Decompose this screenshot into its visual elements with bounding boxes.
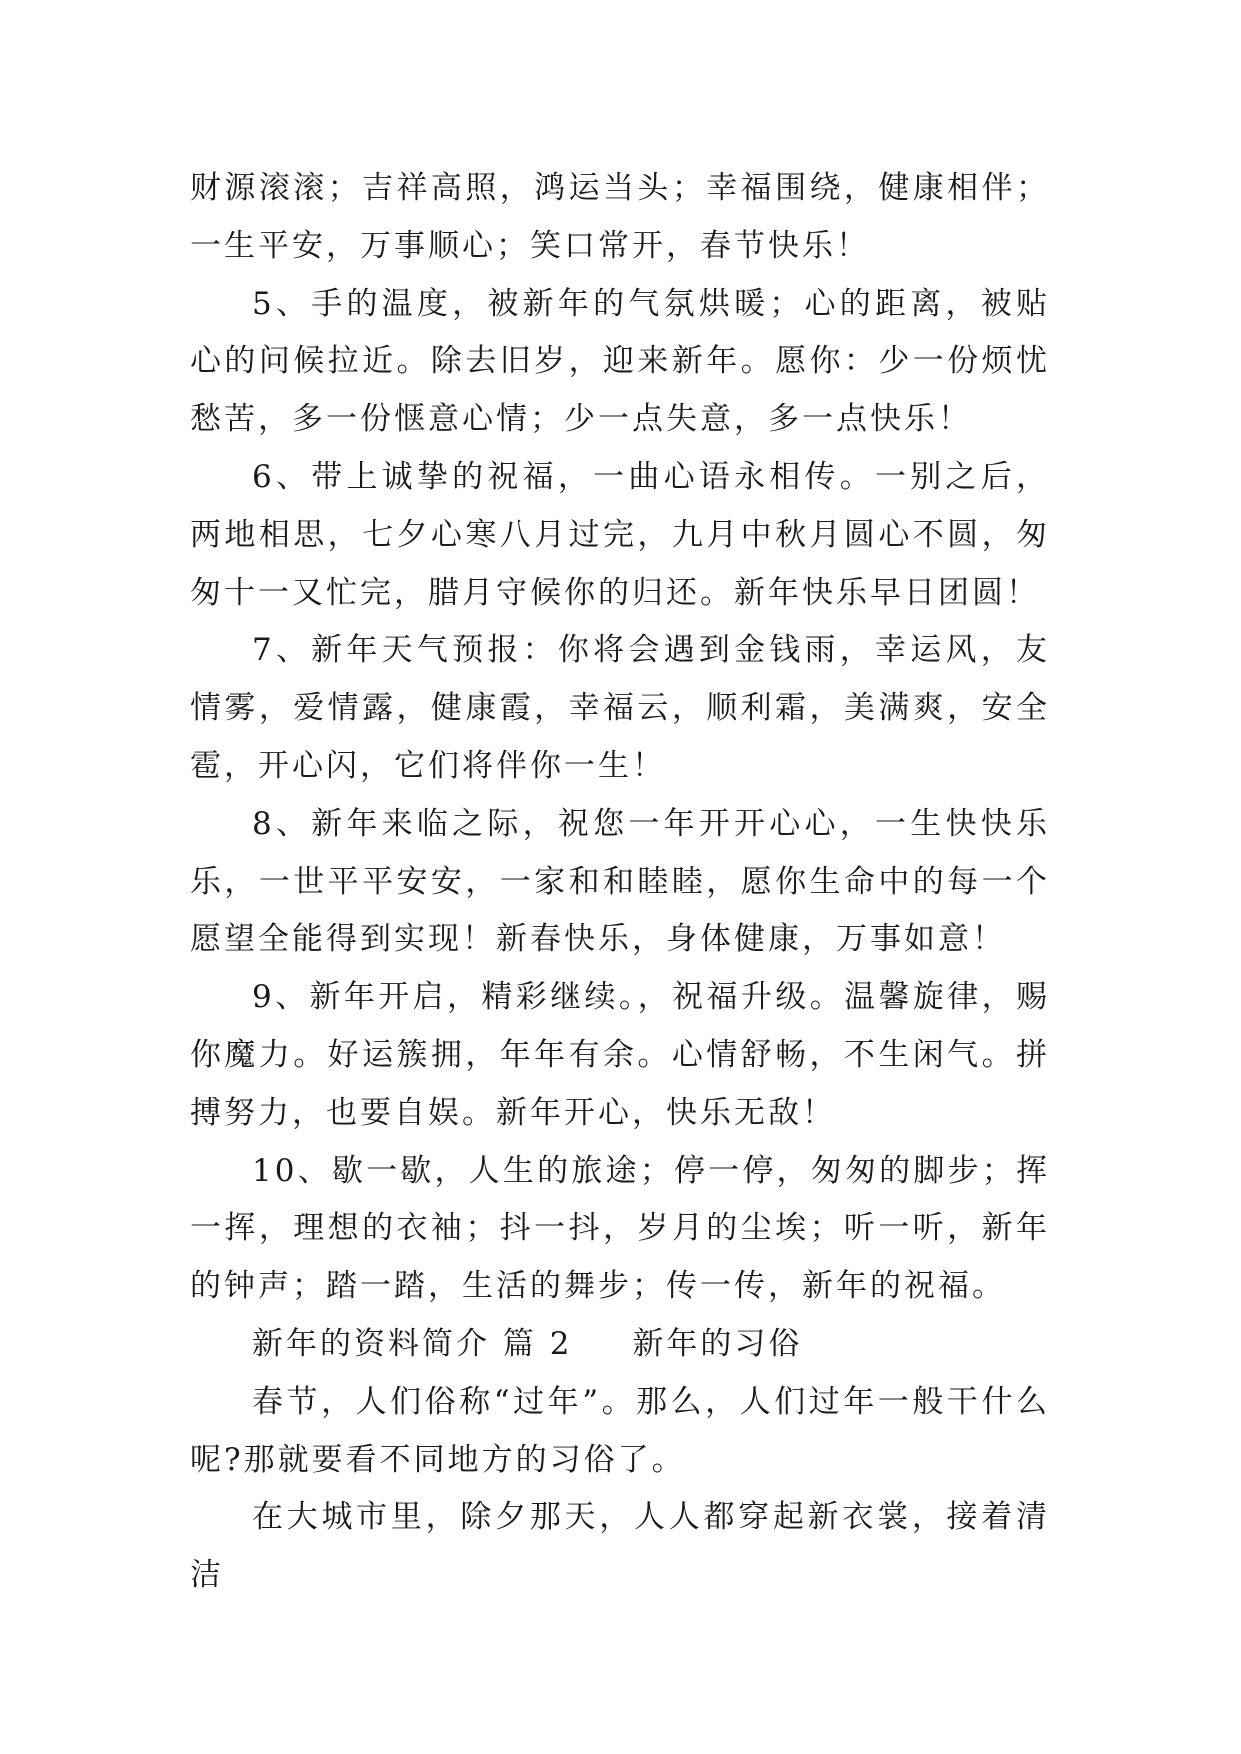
paragraph-item-6: 6、带上诚挚的祝福，一曲心语永相传。一别之后，两地相思，七夕心寒八月过完，九月中秋月圆心不圆，匆匆十一又忙完，腊月守候你的归还。新年快乐早日团圆！ <box>190 458 1050 611</box>
paragraph-item-8: 8、新年来临之际，祝您一年开开心心，一生快快乐乐，一世平平安安，一家和和睦睦，愿你生命中的每一个愿望全能得到实现！新春快乐，身体健康，万事如意！ <box>190 805 1050 958</box>
paragraph-item-7: 7、新年天气预报：你将会遇到金钱雨，幸运风，友情雾，爱情露，健康霞，幸福云，顺利霜，美满爽，安全雹，开心闪，它们将伴你一生！ <box>190 632 1050 784</box>
paragraph-item-10: 10、歇一歇，人生的旅途；停一停，匆匆的脚步；挥一挥，理想的衣袖；抖一抖，岁月的尘埃；听一听，新年的钟声；踏一踏，生活的舞步；传一传，新年的祝福。 <box>190 1152 1050 1305</box>
paragraph-item-5: 5、手的温度，被新年的气氛烘暖；心的距离，被贴心的问候拉近。除去旧岁，迎来新年。愿你：少一份烦忧愁苦，多一份惬意心情；少一点失意，多一点快乐！ <box>190 285 1050 438</box>
section-subtitle: 新年的习俗 <box>632 1325 803 1362</box>
paragraph-continued: 财源滚滚；吉祥高照，鸿运当头；幸福围绕，健康相伴；一生平安，万事顺心；笑口常开，春节快乐！ <box>190 170 1050 264</box>
paragraph-customs-intro: 春节，人们俗称“过年”。那么，人们过年一般干什么呢?那就要看不同地方的习俗了。 <box>190 1383 1050 1478</box>
section-part: 篇 2 <box>502 1325 573 1362</box>
document-body <box>190 160 1050 1605</box>
section-title: 新年的资料简介 <box>252 1325 490 1362</box>
paragraph-city-customs: 在大城市里，除夕那天，人人都穿起新衣裳，接着清洁 <box>190 1499 1050 1594</box>
section-heading <box>190 1316 1050 1374</box>
paragraph-item-9: 9、新年开启，精彩继续。，祝福升级。温馨旋律，赐你魔力。好运簇拥，年年有余。心情舒畅，不生闲气。拼搏努力，也要自娱。新年开心，快乐无敌！ <box>190 979 1050 1131</box>
